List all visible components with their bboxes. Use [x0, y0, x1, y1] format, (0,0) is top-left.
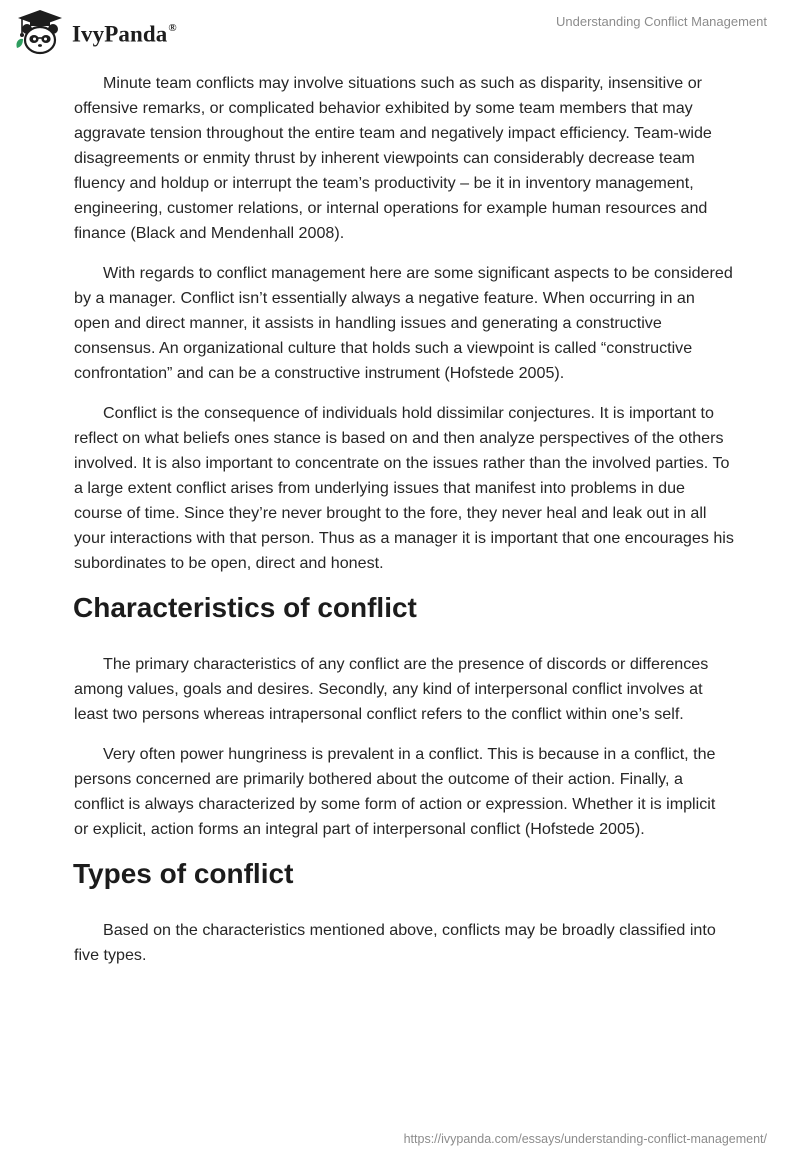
page-header [0, 0, 800, 60]
essay-body [74, 71, 734, 983]
paragraph-classification: Based on the characteristics mentioned above, conflicts may be broadly classified into five types. [74, 921, 716, 964]
paragraph-power-hungriness: Very often power hungriness is prevalent in a conflict. This is because in a conflict, the persons concerned are primarily bothered about the outcome of their action. Finally, a conflict is always characterized by some form of action or expression. Whether it is implicit or explicit, action forms an integral part of interpersonal conflict (Hofstede 2005). [74, 745, 716, 838]
source-url[interactable]: https://ivypanda.com/essays/understanding-conflict-management/ [403, 1132, 767, 1146]
paragraph-conflict-management: With regards to conflict management here are some significant aspects to be considered by a manager. Conflict isn’t essentially always a negative feature. When occurring in an open and direct manner, it assists in handling issues and generating a constructive consensus. An organizational culture that holds such a viewpoint is called “constructive confrontation” and can be a constructive instrument (Hofstede 2005). [74, 264, 733, 382]
brand-name: IvyPanda® [72, 21, 177, 47]
panda-graduate-icon [14, 8, 66, 56]
registered-mark: ® [168, 21, 177, 34]
document-title: Understanding Conflict Management [555, 14, 767, 29]
paragraph-primary-characteristics: The primary characteristics of any conflict are the presence of discords or differences among values, goals and desires. Secondly, any kind of interpersonal conflict involves at least two persons whereas intrapersonal conflict refers to the conflict within one’s self. [74, 655, 709, 723]
paragraph-dissimilar-conjectures: Conflict is the consequence of individuals hold dissimilar conjectures. It is important to reflect on what beliefs ones stance is based on and then analyze perspectives of the others involved. It is also important to concentrate on the issues rather than the involved parties. To a large extent conflict arises from underlying issues that manifest into problems in due course of time. Since they’re never brought to the fore, they never heal and leak out in all your interactions with that person. Thus as a manager it is important that one encourages his subordinates to be open, direct and honest. [74, 404, 734, 572]
heading-characteristics: Characteristics of conflict [73, 592, 417, 623]
heading-types: Types of conflict [73, 858, 294, 889]
paragraph-team-conflicts: Minute team conflicts may involve situations such as such as disparity, insensitive or offensive remarks, or complicated behavior exhibited by some team members that may aggravate tension throughout the entire team and negatively impact efficiency. Team-wide disagreements or enmity thrust by inherent viewpoints can considerably decrease team fluency and holdup or interrupt the team’s productivity – be it in inventory management, engineering, customer relations, or internal operations for example human resources and finance (Black and Mendenhall 2008). [74, 74, 712, 242]
brand-logo[interactable] [14, 8, 177, 56]
